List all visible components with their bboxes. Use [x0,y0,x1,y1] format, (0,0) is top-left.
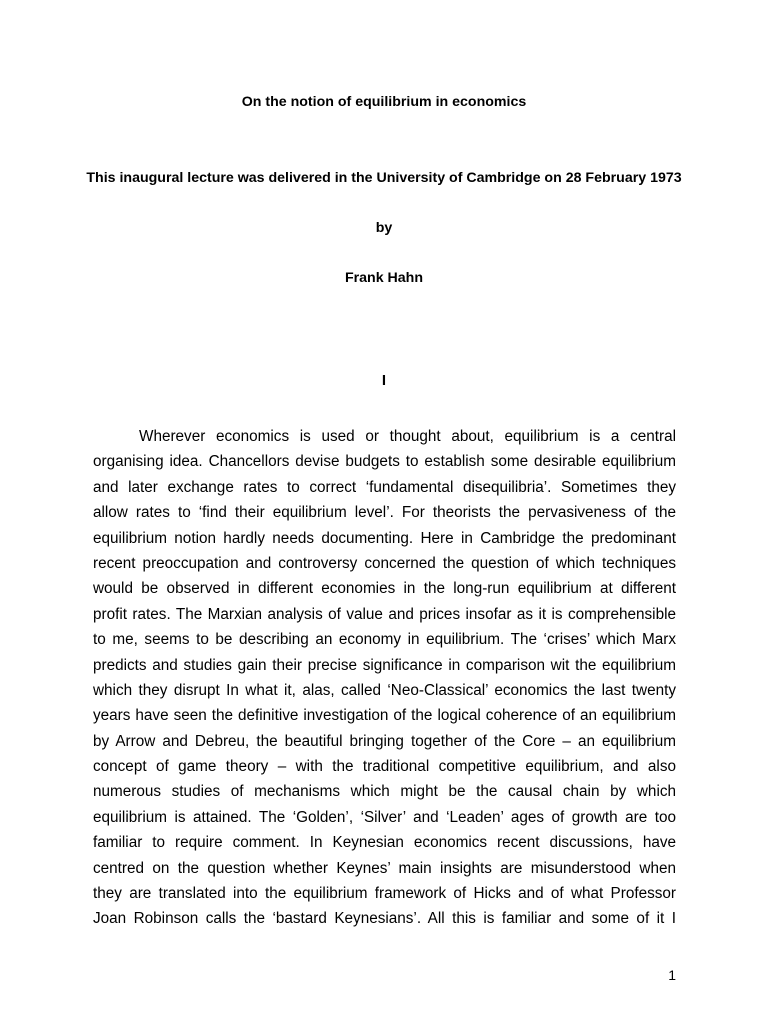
paragraph-line: numerous studies of mechanisms which might be the causal chain by which [93,783,676,801]
paragraph-line: Wherever economics is used or thought about, equilibrium is a central [139,428,676,445]
paragraph-line: equilibrium is attained. The ‘Golden’, ‘Silver’ and ‘Leaden’ ages of growth are too [93,808,676,826]
paragraph-line: by Arrow and Debreu, the beautiful bringing together of the Core – an equilibrium [93,732,676,750]
paragraph-line: allow rates to ‘find their equilibrium level’. For theorists the pervasiveness of the [93,504,676,522]
page-number: 1 [668,967,676,983]
paragraph-line: concept of game theory – with the traditional competitive equilibrium, and also [93,758,676,776]
lecture-subtitle: This inaugural lecture was delivered in the University of Cambridge on 28 February 1973 [86,170,682,186]
paragraph-line: Joan Robinson calls the ‘bastard Keynesians’. All this is familiar and some of it I [93,910,676,928]
paragraph-line: years have seen the definitive investigation of the logical coherence of an equilibrium [93,707,676,725]
paragraph-line: familiar to require comment. In Keynesian economics recent discussions, have [93,834,676,852]
paragraph-line: would be observed in different economies in the long-run equilibrium at different [93,580,676,598]
paragraph-line: profit rates. The Marxian analysis of value and prices insofar as it is comprehensible [93,605,676,623]
paragraph-line: they are translated into the equilibrium framework of Hicks and of what Professor [93,885,676,903]
paragraph-line: recent preoccupation and controversy concerned the question of which techniques [93,554,676,572]
paragraph-line: organising idea. Chancellors devise budgets to establish some desirable equilibrium [93,453,676,471]
paragraph-line: and later exchange rates to correct ‘fundamental disequilibria’. Sometimes they [93,478,676,496]
author-name: Frank Hahn [344,270,424,286]
paragraph-line: which they disrupt In what it, alas, called ‘Neo-Classical’ economics the last twenty [93,681,676,699]
paragraph-line: to me, seems to be describing an economy in equilibrium. The ‘crises’ which Marx [93,631,676,649]
by-line: by [375,220,393,236]
body-paragraph [93,424,676,932]
paragraph-line: predicts and studies gain their precise significance in comparison wit the equilibrium [93,656,676,674]
section-heading: I [381,372,387,389]
paragraph-line: centred on the question whether Keynes’ main insights are misunderstood when [93,859,676,877]
paragraph-line: equilibrium notion hardly needs documenting. Here in Cambridge the predominant [93,529,676,547]
document-title: On the notion of equilibrium in economics [241,94,527,110]
